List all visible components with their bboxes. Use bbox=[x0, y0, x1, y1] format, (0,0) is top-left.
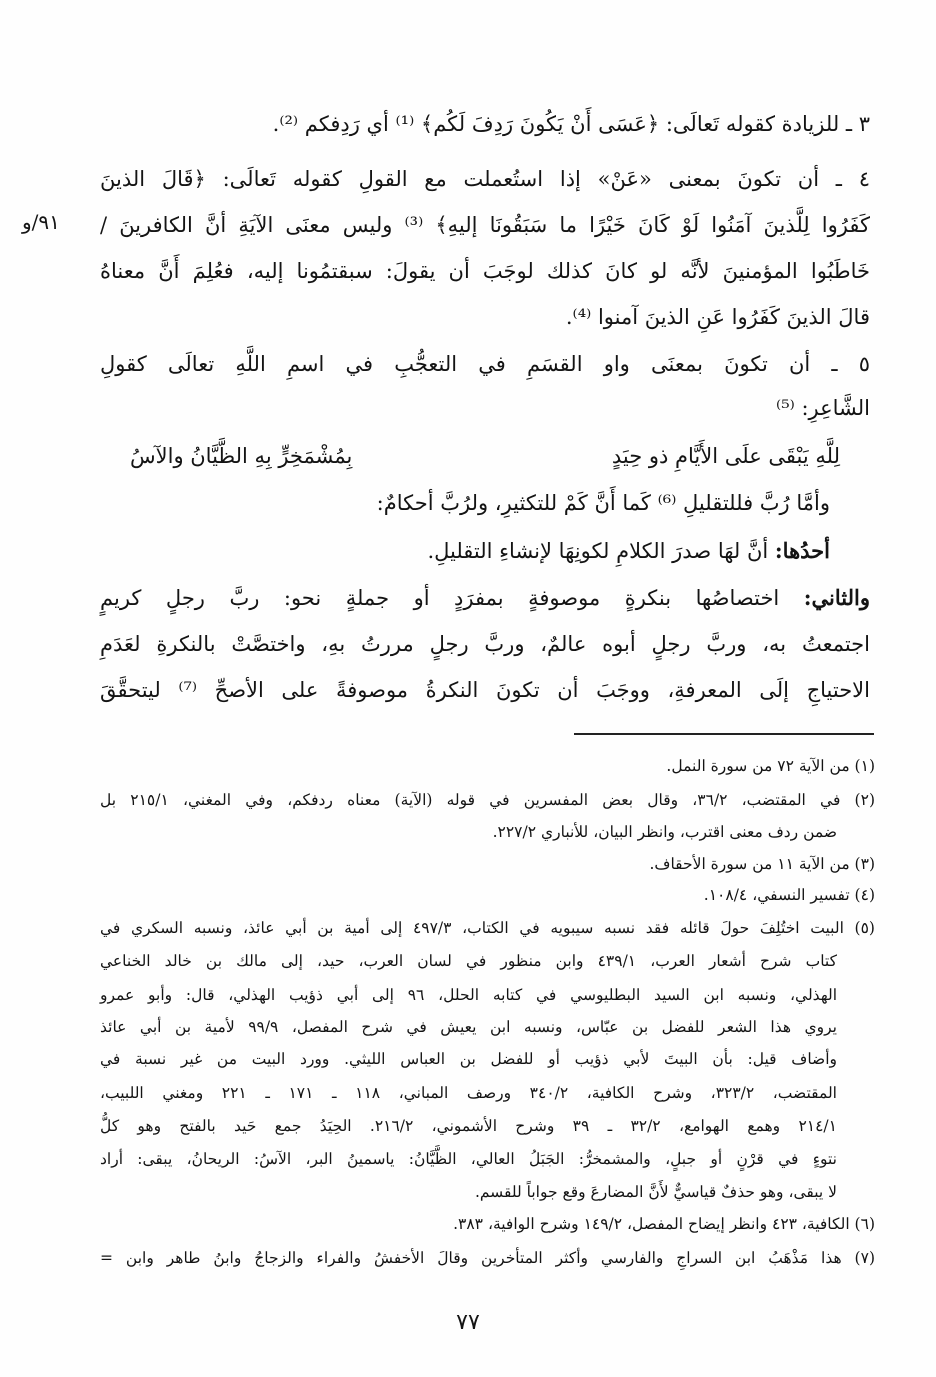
rule-text: أنَّ لهَا صدرَ الكلامِ لكونِهَا لإنشاءِ التقليلِ. bbox=[427, 539, 775, 563]
text-line: اجتمعتُ به، وربَّ رجلٍ أبوه عالمٌ، وربَّ رجلٍ مررتُ بهِ، واختصَّتْ بالنكرةِ لعَدَمِ bbox=[100, 632, 870, 656]
footnote: (٧) هذا مَذْهَبُ ابن السراجِ والفارسي وأكثر المتأخرين وقالَ الأخفشُ والفراء والزجاجُ وابنُ طاهر وابن = bbox=[100, 1249, 875, 1267]
footnote: (١) من الآية ٧٢ من سورة النمل. bbox=[666, 757, 875, 775]
text-line: وأمَّا رُبَّ فللتقليلِ ⁽⁶⁾ كَما أَنَّ كَمْ للتكثيرِ، ولرُبَّ أحكامٌ: bbox=[376, 491, 830, 515]
text-line: كَفَرُوا لِلَّذينَ آمَنُوا لَوْ كَانَ خَيْرًا ما سَبَقُونَا إليهِ﴾ ⁽³⁾ وليس معنَى الآيَةِ أنَّ الكافرينَ / bbox=[100, 213, 870, 237]
rule-text: اختصاصُها بنكرةٍ موصوفةٍ بمفرَدٍ أو جملةٍ نحو: ربَّ رجلٍ كريمٍ bbox=[100, 586, 804, 610]
text-line: ٣ ـ للزيادة كقوله تَعالَى: ﴿عَسَى أَنْ يَكُونَ رَدِفَ لَكُم﴾ ⁽¹⁾ أي رَدِفكم ⁽²⁾. bbox=[272, 112, 870, 136]
rule-heading: والثاني: bbox=[803, 585, 870, 610]
text-line: ٤ ـ أن تكونَ بمعنى «عَنْ» إذا استُعملت مع القولِ كقوله تَعالَى: ﴿قَالَ الذينَ bbox=[100, 167, 870, 191]
footnote-continuation: ضمن ردف معنى اقترب، وانظر البيان، للأنباري ٢٢٧/٢. bbox=[492, 823, 837, 841]
text-line bbox=[100, 585, 870, 610]
text-line: ٥ ـ أن تكونَ بمعنَى واو القسَمِ في التعجُّبِ في اسمِ اللَّهِ تعالَى كقولِ bbox=[100, 352, 870, 376]
footnote-continuation: لا يبقى، وهو حذفٌ قياسيٌّ لأَنَّ المضارعَ وقع جواباً للقسم. bbox=[474, 1183, 837, 1201]
verse-line bbox=[100, 444, 870, 468]
footnote-continuation: كتاب شرح أشعار العرب، ٤٣٩/١ وابن منظور في لسان العرب، حيد، إلى مالك بن خالد الخناعي bbox=[100, 952, 837, 970]
footnote-divider bbox=[574, 733, 874, 735]
text-line: الاحتياجِ إلَى المعرفةِ، ووجَبَ أن تكونَ النكرةُ موصوفةً على الأصحِّ ⁽⁷⁾ ليتحقَّقَ bbox=[100, 678, 870, 702]
footnote-continuation: وأضاف قيل: بأن البيتَ لأبي ذؤيب أو للفضل بن العباس الليثي. وورد البيت من غير نسبة في bbox=[100, 1050, 837, 1068]
footnote-continuation: يروي هذا الشعر للفضل بن عبّاس، ونسبه ابن يعيش في شرح المفصل، ٩٩/٩ لأمية بن أبي عائذ bbox=[100, 1018, 837, 1036]
margin-folio-note: ٩١/و bbox=[22, 210, 60, 234]
text-line bbox=[100, 538, 830, 563]
rule-heading: أحدُها: bbox=[774, 538, 830, 563]
text-line: الشَّاعِرِ: ⁽⁵⁾ bbox=[776, 396, 870, 420]
footnote: (٥) البيت اختُلِفَ حولَ قائله فقد نسبه سيبويه في الكتاب، ٤٩٧/٣ إلى أمية بن أبي عائذ، ونسبه السكري في bbox=[100, 919, 875, 937]
verse-hemistich-second: بِمُشْمَخِرٍّ بِهِ الظَّيَّانُ والآسُ bbox=[130, 444, 353, 468]
text-line: خَاطَبُوا المؤمنينَ لأنَّه لو كانَ كذلك لوجَبَ أن يقولَ: سبقتمُونا إليه، فعُلِمَ أَنَّ معناهُ bbox=[100, 259, 870, 283]
footnote-continuation: المقتضب، ٣٢٣/٢، وشرح الكافية، ٣٤٠/٢ ورصف المباني، ١١٨ ـ ١٧١ ـ ٢٢١ ومغني اللبيب، bbox=[100, 1084, 837, 1102]
page-number: ٧٧ bbox=[456, 1310, 480, 1335]
verse-hemistich-first: لِلَّهِ يَبْقَى علَى الأَيَّامِ ذو حِيَدٍ bbox=[611, 444, 840, 468]
footnote: (٢) في المقتضب، ٣٦/٢، وقال بعض المفسرين في قوله (الآية) معناه ردفكم، وفي المغني، ٢١٥/١ بل bbox=[100, 791, 875, 809]
footnote-continuation: ٢١٤/١ وهمع الهوامع، ٣٢/٢ ـ ٣٩ وشرح الأشموني، ٢١٦/٢. الحِيَدُ جمع حَيد بالفتح وهو كلُّ bbox=[100, 1117, 837, 1135]
footnote-continuation: الهذلي، ونسبه ابن السيد البطليوسي في كتابه الحلل، ٩٦ إلى أبي ذؤيب الهذلي، قال: وأبو عمرو bbox=[100, 986, 837, 1004]
footnote: (٣) من الآية ١١ من سورة الأحقاف. bbox=[649, 855, 875, 873]
text-line: قالَ الذينَ كَفَرُوا عَنِ الذينَ آمنوا ⁽⁴⁾. bbox=[565, 305, 870, 329]
footnote-continuation: نتوءٍ في قرْنٍ أو جبلٍ، والمشمخرُّ: الجَبَلُ العالي، الظَّيَّانُ: ياسمينُ البر، الآسُ: الريحانُ، يبقى: أراد bbox=[100, 1150, 837, 1168]
footnote: (٤) تفسير النسفي، ١٠٨/٤. bbox=[703, 886, 875, 904]
footnote: (٦) الكافية، ٤٢٣ وانظر إيضاح المفصل، ١٤٩/٢ وشرح الوافية، ٣٨٣. bbox=[453, 1215, 875, 1233]
